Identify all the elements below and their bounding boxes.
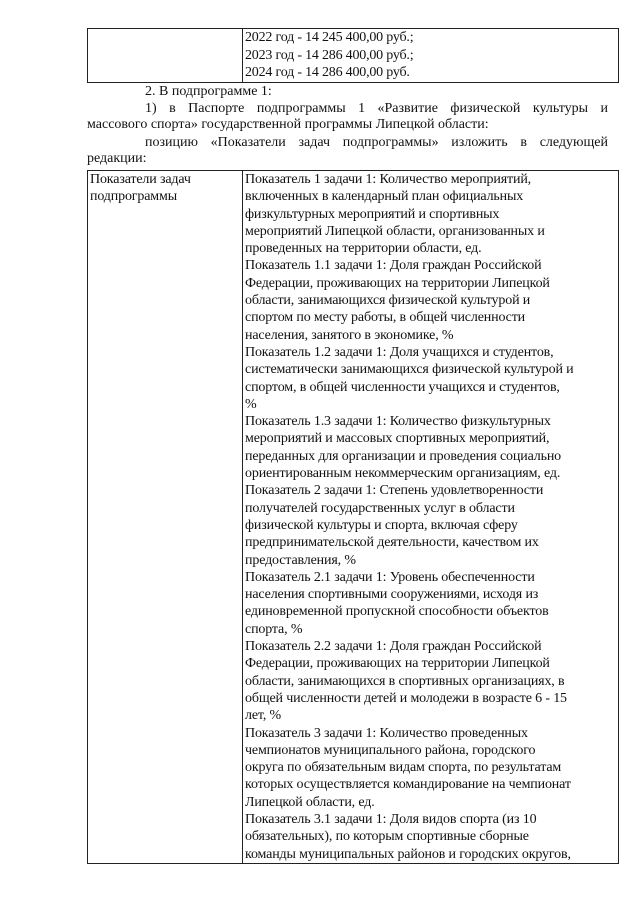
cell-line: проведенных на территории области, ед. xyxy=(245,241,482,257)
cell-line: % xyxy=(245,396,257,412)
cell-line: спорта, % xyxy=(245,621,303,637)
cell-line: Показатель 2.1 задачи 1: Уровень обеспеченности xyxy=(245,569,535,585)
cell-line: включенных в календарный план официальных xyxy=(245,189,524,205)
cell-line: физкультурных мероприятий и спортивных xyxy=(245,206,500,222)
cell-line: чемпионатов муниципального района, городского xyxy=(245,742,536,758)
cell-line: Показатель 1.2 задачи 1: Доля учащихся и студентов, xyxy=(245,344,554,360)
cell-line: переданных для организации и проведения социально xyxy=(245,448,562,464)
cell-line: спортом по месту работы, в общей численности xyxy=(245,310,526,326)
cell-line: Показатель 2 задачи 1: Степень удовлетворенности xyxy=(245,483,544,499)
cell-line: Показатель 1.1 задачи 1: Доля граждан Российской xyxy=(245,258,542,274)
cell-line: Липецкой области, ед. xyxy=(245,794,375,810)
funding-table xyxy=(87,28,619,83)
paragraph-line: 1) в Паспорте подпрограммы 1 «Развитие физической культуры и xyxy=(145,101,608,116)
cell-line: Показатель 3 задачи 1: Количество проведенных xyxy=(245,725,528,741)
cell-line: населения спортивными сооружениями, исходя из xyxy=(245,587,539,603)
cell-line: предпринимательской деятельности, качеством их xyxy=(245,535,539,551)
cell-line: населения, занятого в экономике, % xyxy=(245,327,454,343)
table-row xyxy=(88,29,619,83)
funding-label-cell xyxy=(88,29,243,83)
cell-line: Показатели задач xyxy=(90,172,191,187)
cell-line: области, занимающихся в спортивных организациях, в xyxy=(245,673,565,689)
cell-line: обязательных), по которым спортивные сборные xyxy=(245,829,529,845)
funding-line: 2022 год - 14 245 400,00 руб.; xyxy=(245,30,414,45)
cell-line: Федерации, проживающих на территории Липецкой xyxy=(245,275,550,291)
cell-line: систематически занимающихся физической культурой и xyxy=(245,362,574,378)
paragraph-line: позицию «Показатели задач подпрограммы» изложить в следующей xyxy=(145,135,608,150)
cell-line: Показатель 3.1 задачи 1: Доля видов спорта (из 10 xyxy=(245,811,537,827)
cell-line: подпрограммы xyxy=(90,189,177,205)
indicators-table xyxy=(87,170,619,864)
section-heading: 2. В подпрограмме 1: xyxy=(145,84,272,99)
cell-line: округа по обязательным видам спорта, по результатам xyxy=(245,760,562,776)
cell-line: получателей государственных услуг в области xyxy=(245,500,515,516)
cell-line: предоставления, % xyxy=(245,552,356,568)
funding-years-cell xyxy=(243,29,619,83)
cell-line: мероприятий и массовых спортивных мероприятий, xyxy=(245,431,550,447)
cell-line: общей численности детей и молодежи в возрасте 6 - 15 xyxy=(245,690,567,706)
cell-line: области, занимающихся физической культурой и xyxy=(245,293,531,309)
cell-line: ориентированным некоммерческим организациям, ед. xyxy=(245,466,561,482)
funding-line: 2023 год - 14 286 400,00 руб.; xyxy=(245,47,414,63)
cell-line: Показатель 1.3 задачи 1: Количество физкультурных xyxy=(245,414,551,430)
cell-line: которых осуществляется командирование на чемпионат xyxy=(245,777,571,793)
cell-line: Федерации, проживающих на территории Липецкой xyxy=(245,656,550,672)
paragraph-line: массового спорта» государственной программы Липецкой области: xyxy=(87,117,489,132)
cell-line: команды муниципальных районов и городских округов, xyxy=(245,846,571,862)
cell-line: мероприятий Липецкой области, организованных и xyxy=(245,223,545,239)
paragraph-line: редакции: xyxy=(87,151,147,166)
indicators-label-cell xyxy=(88,171,243,864)
cell-line: спортом, в общей численности учащихся и студентов, xyxy=(245,379,560,395)
cell-line: Показатель 1 задачи 1: Количество мероприятий, xyxy=(245,172,532,187)
indicators-content-cell xyxy=(243,171,619,864)
funding-line: 2024 год - 14 286 400,00 руб. xyxy=(245,65,410,80)
cell-line: лет, % xyxy=(245,708,282,724)
table-row xyxy=(88,171,619,864)
cell-line: Показатель 2.2 задачи 1: Доля граждан Российской xyxy=(245,639,542,655)
cell-line: единовременной пропускной способности объектов xyxy=(245,604,549,620)
cell-line: физической культуры и спорта, включая сферу xyxy=(245,517,518,533)
